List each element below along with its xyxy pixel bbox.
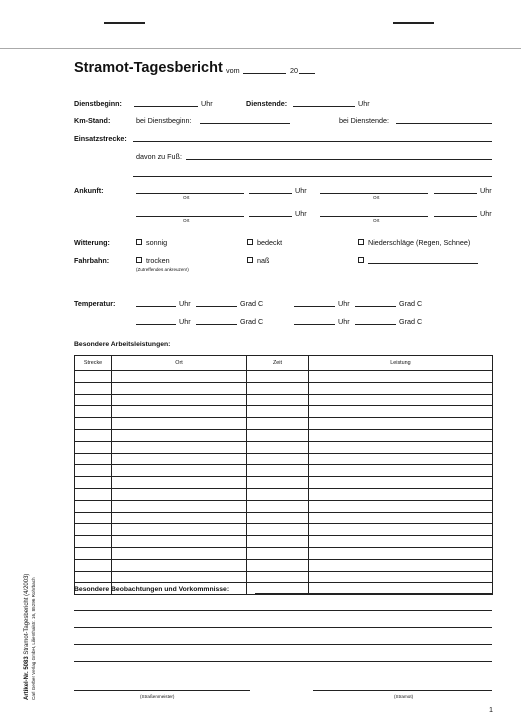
table-cell[interactable]: [309, 571, 493, 583]
ort-caption-2: Ort: [373, 195, 380, 200]
table-cell[interactable]: [247, 536, 309, 548]
temp-unit-4: Grad C: [399, 317, 423, 326]
form-title: Stramot-Tagesbericht (4/2003): [24, 573, 30, 655]
table-body: [75, 371, 493, 595]
vom-label: vom: [226, 66, 240, 75]
table-cell[interactable]: [112, 524, 247, 536]
beobachtungen-line-0[interactable]: [255, 593, 492, 594]
table-row: [75, 382, 493, 394]
km-dienstende-field[interactable]: [396, 123, 492, 124]
table-cell[interactable]: [112, 547, 247, 559]
table-cell[interactable]: [75, 500, 112, 512]
table-cell[interactable]: [309, 371, 493, 383]
ort-caption-1: Ort: [183, 195, 190, 200]
dienstende-label: Dienstende:: [246, 99, 288, 108]
table-cell[interactable]: [75, 418, 112, 430]
davon-zu-fuss-field[interactable]: [186, 159, 492, 160]
table-cell[interactable]: [247, 524, 309, 536]
table-cell[interactable]: [75, 488, 112, 500]
temp-time-4[interactable]: [294, 324, 335, 325]
beobachtungen-line-1[interactable]: [74, 610, 492, 611]
table-cell[interactable]: [75, 382, 112, 394]
table-row: [75, 418, 493, 430]
ankunft-uhr-2: Uhr: [480, 186, 492, 195]
signature-stramot-line[interactable]: [313, 690, 492, 691]
ankunft-ort-1[interactable]: [136, 193, 244, 194]
table-cell[interactable]: [112, 465, 247, 477]
ort-caption-4: Ort: [373, 218, 380, 223]
temp-uhr-4: Uhr: [338, 317, 350, 326]
bei-dienstende-label: bei Dienstende:: [339, 116, 389, 125]
table-cell[interactable]: [247, 441, 309, 453]
table-cell[interactable]: [75, 477, 112, 489]
dienstende-field[interactable]: [293, 106, 355, 107]
column-header-strecke: Strecke: [75, 356, 112, 371]
nass-label: naß: [257, 256, 270, 265]
table-row: [75, 547, 493, 559]
table-cell[interactable]: [75, 429, 112, 441]
table-cell[interactable]: [309, 429, 493, 441]
einsatzstrecke-field[interactable]: [133, 141, 492, 142]
signature-strassenmeister-caption: (Straßenmeister): [140, 694, 175, 699]
temp-unit-2: Grad C: [399, 299, 423, 308]
km-dienstbeginn-field[interactable]: [200, 123, 290, 124]
table-cell[interactable]: [112, 536, 247, 548]
ankunft-uhr-4: Uhr: [480, 209, 492, 218]
niederschlaege-label: Niederschläge (Regen, Schnee): [368, 238, 471, 247]
table-cell[interactable]: [309, 453, 493, 465]
publisher-info: Carl Gerber Verlag GmbH, Lilienthalstr. 16, 85296 Rohrbach: [30, 577, 36, 700]
table-cell[interactable]: [309, 394, 493, 406]
checkbox-sonnig[interactable]: [136, 239, 142, 245]
bei-dienstbeginn-label: bei Dienstbeginn:: [136, 116, 192, 125]
table-cell[interactable]: [112, 571, 247, 583]
table-cell[interactable]: [112, 371, 247, 383]
table-row: [75, 536, 493, 548]
table-cell[interactable]: [309, 536, 493, 548]
table-cell[interactable]: [247, 571, 309, 583]
table-cell[interactable]: [75, 406, 112, 418]
vertical-footer: [24, 574, 38, 700]
table-cell[interactable]: [75, 441, 112, 453]
table-row: [75, 429, 493, 441]
table-cell[interactable]: [309, 441, 493, 453]
table-cell[interactable]: [247, 547, 309, 559]
ankunft-time-4[interactable]: [434, 216, 477, 217]
ankunft-ort-4[interactable]: [320, 216, 428, 217]
table-row: [75, 394, 493, 406]
table-cell[interactable]: [75, 453, 112, 465]
ort-caption-3: Ort: [183, 218, 190, 223]
page-title: Stramot-Tagesbericht: [74, 60, 223, 76]
table-cell[interactable]: [309, 500, 493, 512]
ankunft-time-2[interactable]: [434, 193, 477, 194]
checkbox-niederschlaege[interactable]: [358, 239, 364, 245]
checkbox-bedeckt[interactable]: [247, 239, 253, 245]
top-rule: [0, 48, 521, 49]
date-field[interactable]: [243, 73, 286, 74]
sonnig-label: sonnig: [146, 238, 168, 247]
dienstbeginn-uhr: Uhr: [201, 99, 213, 108]
ankunft-label: Ankunft:: [74, 186, 104, 195]
temperatur-label: Temperatur:: [74, 299, 116, 308]
temp-uhr-2: Uhr: [338, 299, 350, 308]
table-cell[interactable]: [75, 394, 112, 406]
witterung-label: Witterung:: [74, 238, 110, 247]
table-cell[interactable]: [247, 453, 309, 465]
table-row: [75, 441, 493, 453]
article-number: Artikel-Nr. 5083: [24, 656, 30, 700]
year-field[interactable]: [299, 73, 315, 74]
table-cell[interactable]: [112, 429, 247, 441]
table-cell[interactable]: [309, 477, 493, 489]
davon-zu-fuss-label: davon zu Fuß:: [136, 152, 182, 161]
table-cell[interactable]: [309, 406, 493, 418]
dienstbeginn-field[interactable]: [134, 106, 198, 107]
table-cell[interactable]: [247, 429, 309, 441]
ankreuzen-note: (Zutreffendes ankreuzen!): [136, 267, 189, 272]
top-mark-right: [393, 22, 434, 24]
fahrbahn-other-field[interactable]: [368, 263, 478, 264]
column-header-zeit: Zeit: [247, 356, 309, 371]
temp-uhr-3: Uhr: [179, 317, 191, 326]
table-cell[interactable]: [247, 465, 309, 477]
table-cell[interactable]: [112, 453, 247, 465]
ankunft-time-3[interactable]: [249, 216, 292, 217]
table-cell[interactable]: [75, 536, 112, 548]
table-row: [75, 488, 493, 500]
signature-strassenmeister-line[interactable]: [74, 690, 250, 691]
beobachtungen-heading: Besondere Beobachtungen und Vorkommnisse:: [74, 586, 230, 593]
table-cell[interactable]: [112, 512, 247, 524]
table-cell[interactable]: [247, 500, 309, 512]
table-row: [75, 512, 493, 524]
table-cell[interactable]: [75, 559, 112, 571]
temp-value-1[interactable]: [196, 306, 237, 307]
checkbox-trocken[interactable]: [136, 257, 142, 263]
table-cell[interactable]: [247, 512, 309, 524]
table-cell[interactable]: [247, 477, 309, 489]
table-cell[interactable]: [112, 488, 247, 500]
table-cell[interactable]: [247, 418, 309, 430]
table-row: [75, 559, 493, 571]
arbeitsleistungen-heading: Besondere Arbeitsleistungen:: [74, 341, 171, 348]
temp-value-2[interactable]: [355, 306, 396, 307]
beobachtungen-line-4[interactable]: [74, 661, 492, 662]
table-row: [75, 371, 493, 383]
table-row: [75, 465, 493, 477]
table-cell[interactable]: [75, 465, 112, 477]
checkbox-other[interactable]: [358, 257, 364, 263]
table-cell[interactable]: [309, 512, 493, 524]
km-stand-label: Km-Stand:: [74, 116, 111, 125]
year-label: 20: [290, 66, 298, 75]
table-cell[interactable]: [247, 488, 309, 500]
table-row: [75, 524, 493, 536]
temp-time-2[interactable]: [294, 306, 335, 307]
table-row: [75, 477, 493, 489]
temp-time-1[interactable]: [136, 306, 176, 307]
dienstende-uhr: Uhr: [358, 99, 370, 108]
table-cell[interactable]: [112, 382, 247, 394]
ankunft-uhr-3: Uhr: [295, 209, 307, 218]
ankunft-uhr-1: Uhr: [295, 186, 307, 195]
column-header-ort: Ort: [112, 356, 247, 371]
ankunft-ort-3[interactable]: [136, 216, 244, 217]
table-cell[interactable]: [112, 559, 247, 571]
beobachtungen-line-2[interactable]: [74, 627, 492, 628]
temp-unit-3: Grad C: [240, 317, 264, 326]
einsatzstrecke-extra-line[interactable]: [133, 176, 492, 177]
table-cell[interactable]: [247, 394, 309, 406]
table-cell[interactable]: [112, 441, 247, 453]
table-cell[interactable]: [309, 488, 493, 500]
table-row: [75, 500, 493, 512]
signature-stramot-caption: (Stramot): [394, 694, 414, 699]
table-cell[interactable]: [309, 524, 493, 536]
table-cell[interactable]: [75, 371, 112, 383]
table-cell[interactable]: [112, 477, 247, 489]
beobachtungen-line-3[interactable]: [74, 644, 492, 645]
temp-time-3[interactable]: [136, 324, 176, 325]
table-cell[interactable]: [75, 547, 112, 559]
temp-unit-1: Grad C: [240, 299, 264, 308]
temp-value-3[interactable]: [196, 324, 237, 325]
einsatzstrecke-label: Einsatzstrecke:: [74, 134, 127, 143]
table-cell[interactable]: [112, 418, 247, 430]
page-number: 1: [489, 705, 493, 714]
table-cell[interactable]: [309, 559, 493, 571]
table-cell[interactable]: [112, 394, 247, 406]
top-mark-left: [104, 22, 145, 24]
table-cell[interactable]: [309, 418, 493, 430]
table-cell[interactable]: [309, 382, 493, 394]
checkbox-nass[interactable]: [247, 257, 253, 263]
column-header-leistung: Leistung: [309, 356, 493, 371]
table-header-row: [75, 356, 493, 371]
table-row: [75, 406, 493, 418]
dienstbeginn-label: Dienstbeginn:: [74, 99, 122, 108]
table-cell[interactable]: [75, 512, 112, 524]
ankunft-time-1[interactable]: [249, 193, 292, 194]
bedeckt-label: bedeckt: [257, 238, 283, 247]
table-cell[interactable]: [112, 500, 247, 512]
table-cell[interactable]: [247, 406, 309, 418]
fahrbahn-label: Fahrbahn:: [74, 256, 110, 265]
table-row: [75, 453, 493, 465]
temp-uhr-1: Uhr: [179, 299, 191, 308]
table-cell[interactable]: [75, 524, 112, 536]
trocken-label: trocken: [146, 256, 170, 265]
ankunft-ort-2[interactable]: [320, 193, 428, 194]
table-cell[interactable]: [112, 406, 247, 418]
table-row: [75, 571, 493, 583]
arbeitsleistungen-table: [74, 355, 493, 595]
table-cell[interactable]: [247, 382, 309, 394]
table-cell[interactable]: [75, 571, 112, 583]
table-cell[interactable]: [247, 559, 309, 571]
table-cell[interactable]: [309, 547, 493, 559]
table-cell[interactable]: [309, 465, 493, 477]
table-cell[interactable]: [247, 371, 309, 383]
temp-value-4[interactable]: [355, 324, 396, 325]
